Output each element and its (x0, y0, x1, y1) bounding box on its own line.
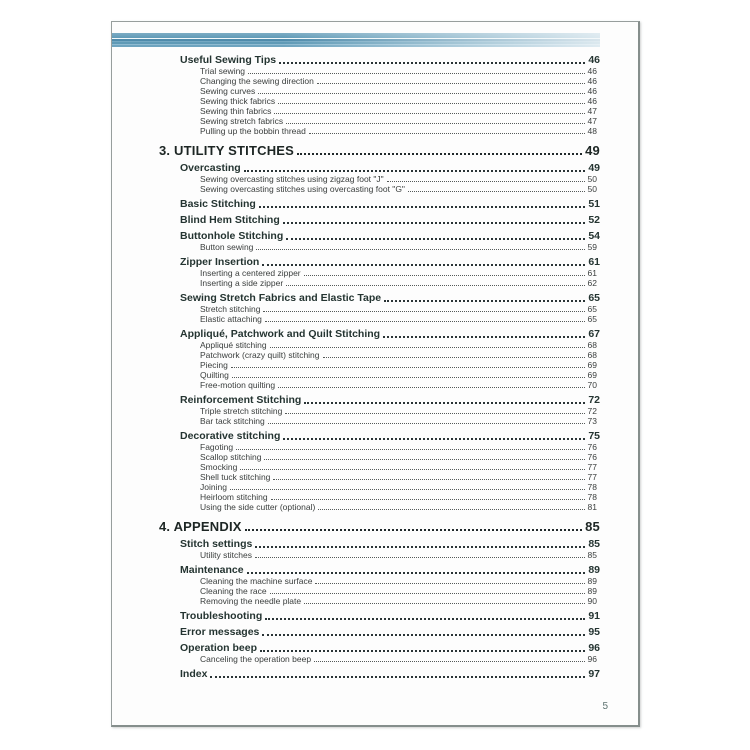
toc-entry-page: 50 (587, 174, 597, 184)
toc-entry-label: 4. APPENDIX (159, 519, 242, 534)
toc-entry-page: 46 (588, 54, 600, 66)
toc-entry (112, 564, 638, 576)
toc-entry-page: 69 (587, 370, 597, 380)
toc-dot-leader (210, 676, 585, 678)
toc-entry-label: Removing the needle plate (200, 596, 302, 606)
toc-entry-page: 47 (587, 116, 597, 126)
toc-entry-label: Operation beep (180, 642, 258, 654)
toc-entry (112, 626, 638, 638)
toc-entry-label: Pulling up the bobbin thread (200, 126, 306, 136)
toc-dot-leader (383, 336, 585, 338)
toc-entry-label: Smocking (200, 462, 238, 472)
toc-entry-page: 65 (587, 304, 597, 314)
toc-entry-label: Sewing thick fabrics (200, 96, 276, 106)
toc-entry-label: Joining (200, 482, 227, 492)
toc-entry-page: 78 (587, 492, 597, 502)
toc-entry-page: 61 (588, 256, 600, 268)
toc-entry (112, 76, 638, 86)
toc-entry-label: Sewing stretch fabrics (200, 116, 284, 126)
toc-entry (112, 198, 638, 210)
toc-dot-leader (283, 438, 585, 440)
toc-entry (112, 86, 638, 96)
toc-dot-leader (256, 249, 584, 250)
toc-entry-label: Elastic attaching (200, 314, 262, 324)
toc-entry (112, 230, 638, 242)
toc-dot-leader (260, 650, 585, 652)
toc-entry-page: 76 (587, 452, 597, 462)
toc-entry-label: Piecing (200, 360, 228, 370)
toc-entry-page: 65 (588, 292, 600, 304)
toc-entry (112, 642, 638, 654)
toc-entry (112, 380, 638, 390)
toc-entry-label: Maintenance (180, 564, 244, 576)
toc-entry-page: 72 (587, 406, 597, 416)
toc-dot-leader (255, 546, 585, 548)
toc-entry-page: 68 (587, 350, 597, 360)
toc-entry-label: Buttonhole Stitching (180, 230, 284, 242)
toc-entry-page: 89 (587, 576, 597, 586)
toc-entry-page: 67 (588, 328, 600, 340)
toc-dot-leader (230, 489, 585, 490)
toc-dot-leader (265, 618, 585, 620)
toc-entry-label: Free-motion quilting (200, 380, 276, 390)
toc-entry-label: Appliqué, Patchwork and Quilt Stitching (180, 328, 381, 340)
toc-entry-page: 70 (587, 380, 597, 390)
toc-entry-label: Sewing thin fabrics (200, 106, 272, 116)
toc-entry (112, 340, 638, 350)
toc-entry (112, 502, 638, 512)
toc-dot-leader (263, 311, 584, 312)
toc-entry-page: 69 (587, 360, 597, 370)
toc-entry (112, 278, 638, 288)
toc-dot-leader (247, 572, 586, 574)
toc-dot-leader (408, 191, 585, 192)
toc-dot-leader (318, 509, 584, 510)
toc-entry-page: 85 (587, 550, 597, 560)
toc-entry (112, 452, 638, 462)
toc-dot-leader (297, 153, 582, 155)
toc-entry (112, 268, 638, 278)
toc-entry (112, 66, 638, 76)
toc-entry (112, 416, 638, 426)
toc-entry-label: Fagoting (200, 442, 234, 452)
toc-entry (112, 162, 638, 174)
page-number: 5 (602, 701, 608, 712)
toc-dot-leader (304, 402, 585, 404)
toc-dot-leader (262, 264, 585, 266)
toc-entry-label: Changing the sewing direction (200, 76, 314, 86)
toc-dot-leader (240, 469, 584, 470)
toc-dot-leader (259, 206, 585, 208)
toc-dot-leader (286, 285, 584, 286)
toc-entry-label: Using the side cutter (optional) (200, 502, 316, 512)
toc-entry-label: Cleaning the race (200, 586, 267, 596)
toc-entry-label: Utility stitches (200, 550, 252, 560)
toc-entry-page: 96 (588, 642, 600, 654)
toc-entry (112, 328, 638, 340)
toc-entry-label: Heirloom stitching (200, 492, 268, 502)
toc-entry-page: 46 (587, 76, 597, 86)
toc-entry (112, 668, 638, 680)
toc-dot-leader (271, 499, 585, 500)
toc-entry (112, 472, 638, 482)
toc-entry-page: 76 (587, 442, 597, 452)
toc-dot-leader (304, 275, 585, 276)
toc-entry-page: 49 (588, 162, 600, 174)
toc-entry (112, 350, 638, 360)
toc-entry (112, 116, 638, 126)
toc-dot-leader (273, 479, 584, 480)
toc-dot-leader (314, 661, 584, 662)
toc-entry (112, 174, 638, 184)
toc-entry-label: Cleaning the machine surface (200, 576, 313, 586)
toc-entry-label: Sewing overcasting stitches using overcasting foot "G" (200, 184, 405, 194)
toc-dot-leader (265, 321, 585, 322)
toc-entry-page: 46 (587, 86, 597, 96)
toc-dot-leader (244, 170, 586, 172)
toc-dot-leader (245, 529, 582, 531)
toc-entry-page: 91 (588, 610, 600, 622)
toc-entry-page: 68 (587, 340, 597, 350)
toc-entry-label: Useful Sewing Tips (180, 54, 277, 66)
toc-entry-page: 48 (587, 126, 597, 136)
toc-entry-page: 75 (588, 430, 600, 442)
toc-entry-label: Decorative stitching (180, 430, 281, 442)
toc-entry-label: Sewing overcasting stitches using zigzag foot "J" (200, 174, 384, 184)
toc-dot-leader (285, 413, 584, 414)
toc-entry-label: Reinforcement Stitching (180, 394, 302, 406)
toc-entry (112, 482, 638, 492)
toc-entry (112, 106, 638, 116)
toc-entry-label: Trial sewing (200, 66, 246, 76)
toc-entry-page: 77 (587, 472, 597, 482)
toc-entry-label: Sewing Stretch Fabrics and Elastic Tape (180, 292, 382, 304)
toc-entry (112, 126, 638, 136)
toc-entry-page: 50 (587, 184, 597, 194)
toc-entry (112, 586, 638, 596)
toc-entry-label: Scallop stitching (200, 452, 262, 462)
toc-entry-label: Sewing curves (200, 86, 256, 96)
toc-entry-label: Quilting (200, 370, 229, 380)
toc-dot-leader (270, 347, 585, 348)
toc-dot-leader (278, 387, 584, 388)
toc-entry-page: 77 (587, 462, 597, 472)
manual-page (111, 21, 640, 727)
toc-dot-leader (236, 449, 584, 450)
toc-dot-leader (384, 300, 585, 302)
toc-dot-leader (258, 93, 584, 94)
toc-entry-label: Button sewing (200, 242, 254, 252)
toc-entry (112, 394, 638, 406)
table-of-contents (112, 50, 638, 680)
toc-entry-page: 96 (587, 654, 597, 664)
toc-entry-page: 59 (587, 242, 597, 252)
toc-dot-leader (304, 603, 584, 604)
toc-entry-page: 54 (588, 230, 600, 242)
toc-entry (112, 406, 638, 416)
toc-dot-leader (279, 62, 585, 64)
toc-entry-label: Triple stretch stitching (200, 406, 283, 416)
header-bar-stripe-bottom (112, 39, 600, 47)
toc-entry (112, 96, 638, 106)
toc-entry (112, 462, 638, 472)
toc-entry-label: Troubleshooting (180, 610, 263, 622)
toc-entry (112, 54, 638, 66)
toc-entry (112, 304, 638, 314)
toc-entry-page: 85 (588, 538, 600, 550)
toc-chapter-entry (112, 143, 638, 158)
toc-entry (112, 360, 638, 370)
toc-entry (112, 214, 638, 226)
toc-entry-page: 81 (587, 502, 597, 512)
toc-dot-leader (268, 423, 585, 424)
toc-entry-page: 46 (587, 96, 597, 106)
toc-entry-page: 89 (587, 586, 597, 596)
toc-dot-leader (264, 459, 584, 460)
toc-dot-leader (270, 593, 585, 594)
toc-entry-page: 85 (585, 519, 600, 534)
toc-entry-label: Zipper Insertion (180, 256, 260, 268)
toc-entry-page: 47 (587, 106, 597, 116)
toc-dot-leader (262, 634, 585, 636)
toc-entry (112, 576, 638, 586)
toc-entry-page: 49 (585, 143, 600, 158)
toc-entry (112, 654, 638, 664)
toc-entry-page: 89 (588, 564, 600, 576)
toc-dot-leader (323, 357, 585, 358)
toc-entry-page: 51 (588, 198, 600, 210)
toc-entry-label: Bar tack stitching (200, 416, 265, 426)
toc-entry (112, 550, 638, 560)
toc-entry-label: Appliqué stitching (200, 340, 267, 350)
toc-entry (112, 442, 638, 452)
toc-entry-page: 72 (588, 394, 600, 406)
toc-entry (112, 610, 638, 622)
toc-dot-leader (286, 238, 585, 240)
toc-entry-page: 73 (587, 416, 597, 426)
toc-entry (112, 538, 638, 550)
toc-entry (112, 370, 638, 380)
toc-entry (112, 292, 638, 304)
toc-dot-leader (232, 377, 585, 378)
toc-entry (112, 256, 638, 268)
toc-entry (112, 184, 638, 194)
toc-entry-label: Shell tuck stitching (200, 472, 271, 482)
toc-entry-label: Stitch settings (180, 538, 253, 550)
toc-entry-page: 62 (587, 278, 597, 288)
toc-entry-page: 90 (587, 596, 597, 606)
toc-entry-label: Inserting a centered zipper (200, 268, 301, 278)
toc-entry-label: Stretch stitching (200, 304, 261, 314)
toc-entry-label: Basic Stitching (180, 198, 256, 210)
toc-entry (112, 596, 638, 606)
toc-entry-label: Patchwork (crazy quilt) stitching (200, 350, 320, 360)
toc-entry-label: Index (180, 668, 208, 680)
toc-dot-leader (309, 133, 585, 134)
toc-entry-page: 97 (588, 668, 600, 680)
toc-dot-leader (278, 103, 584, 104)
toc-entry-page: 65 (587, 314, 597, 324)
toc-dot-leader (286, 123, 584, 124)
toc-dot-leader (255, 557, 585, 558)
toc-chapter-entry (112, 519, 638, 534)
header-gradient-bar (112, 33, 600, 47)
toc-dot-leader (317, 83, 585, 84)
toc-entry-page: 78 (587, 482, 597, 492)
toc-entry (112, 492, 638, 502)
toc-entry (112, 314, 638, 324)
toc-entry-label: Canceling the operation beep (200, 654, 312, 664)
toc-entry-label: Error messages (180, 626, 260, 638)
toc-entry-label: Overcasting (180, 162, 241, 174)
toc-entry-page: 52 (588, 214, 600, 226)
toc-entry-label: 3. UTILITY STITCHES (159, 143, 295, 158)
toc-entry-label: Blind Hem Stitching (180, 214, 280, 226)
toc-dot-leader (387, 181, 585, 182)
toc-dot-leader (274, 113, 584, 114)
toc-dot-leader (283, 222, 586, 224)
toc-entry-page: 61 (587, 268, 597, 278)
toc-dot-leader (315, 583, 584, 584)
toc-dot-leader (248, 73, 584, 74)
toc-dot-leader (231, 367, 585, 368)
toc-entry-page: 46 (587, 66, 597, 76)
toc-entry-label: Inserting a side zipper (200, 278, 284, 288)
toc-entry-page: 95 (588, 626, 600, 638)
toc-entry (112, 242, 638, 252)
toc-entry (112, 430, 638, 442)
